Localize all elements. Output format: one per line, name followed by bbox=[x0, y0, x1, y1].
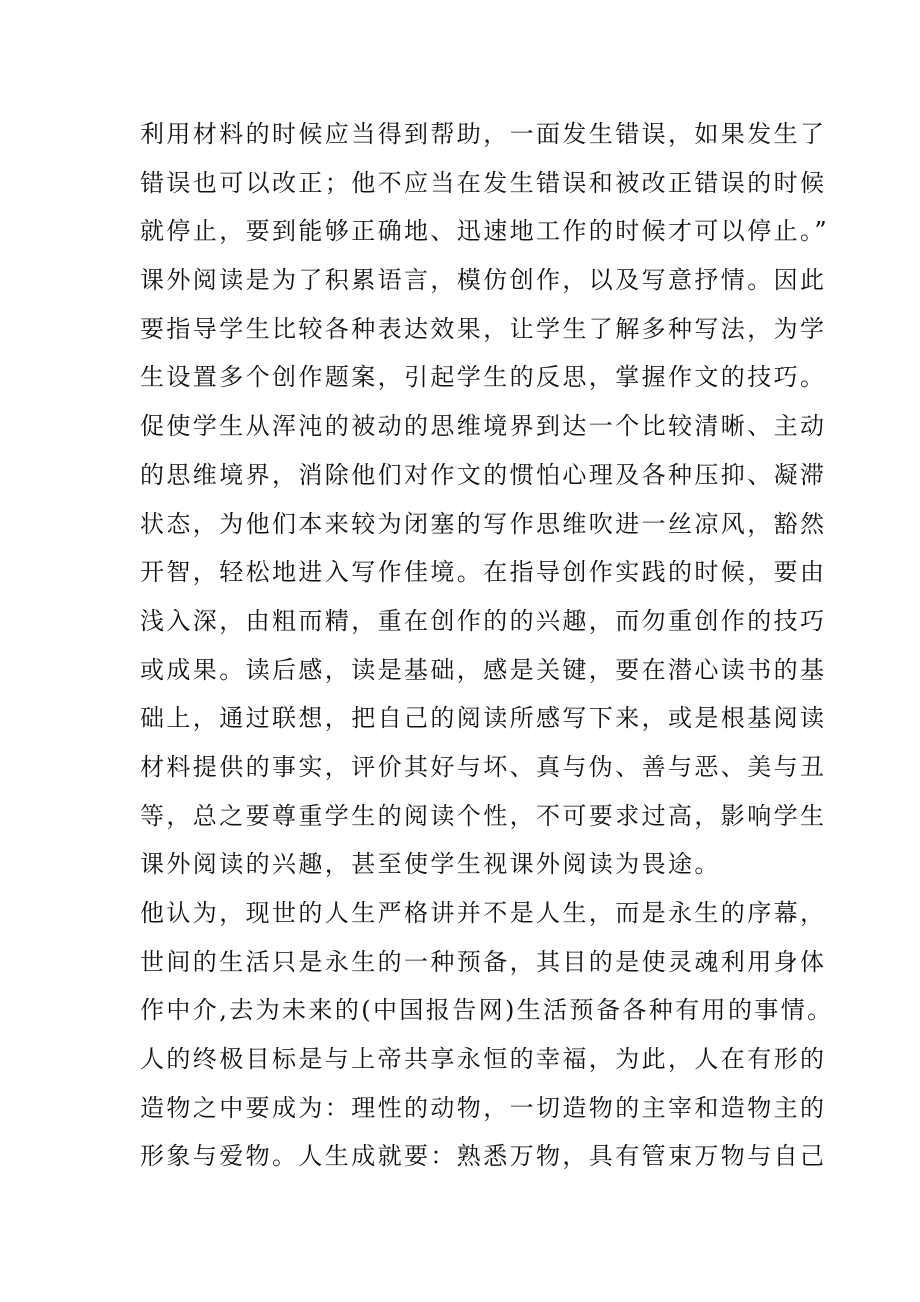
text-line: 状态，为他们本来较为闭塞的写作思维吹进一丝凉风，豁然 bbox=[140, 509, 827, 538]
text-line: 开智，轻松地进入写作佳境。在指导创作实践的时候，要由 bbox=[140, 558, 827, 587]
text-line: 课外阅读是为了积累语言，模仿创作，以及写意抒情。因此 bbox=[140, 266, 827, 295]
text-line: 的思维境界，消除他们对作文的惯怕心理及各种压抑、凝滞 bbox=[140, 460, 827, 489]
text-line: 生设置多个创作题案，引起学生的反思，掌握作文的技巧。 bbox=[140, 363, 827, 392]
text-line: 形象与爱物。人生成就要：熟悉万物，具有管束万物与自己 bbox=[140, 1142, 827, 1171]
text-line: 他认为，现世的人生严格讲并不是人生，而是永生的序幕， bbox=[140, 899, 827, 927]
text-line: 浅入深，由粗而精，重在创作的的兴趣，而勿重创作的技巧 bbox=[140, 606, 827, 635]
text-line: 造物之中要成为：理性的动物，一切造物的主宰和造物主的 bbox=[140, 1093, 827, 1122]
text-line: 利用材料的时候应当得到帮助，一面发生错误，如果发生了 bbox=[140, 120, 827, 148]
text-line: 作中介,去为未来的(中国报告网)生活预备各种有用的事情。 bbox=[140, 996, 834, 1025]
text-line: 课外阅读的兴趣，甚至使学生视课外阅读为畏途。 bbox=[140, 850, 721, 879]
body-text bbox=[140, 110, 834, 1181]
text-line: 等，总之要尊重学生的阅读个性，不可要求过高，影响学生 bbox=[140, 801, 827, 830]
text-line: 错误也可以改正；他不应当在发生错误和被改正错误的时候 bbox=[140, 168, 827, 197]
text-line: 促使学生从浑沌的被动的思维境界到达一个比较清晰、主动 bbox=[140, 412, 827, 441]
text-line: 人的终极目标是与上帝共享永恒的幸福，为此，人在有形的 bbox=[140, 1045, 827, 1074]
text-line: 材料提供的事实，评价其好与坏、真与伪、善与恶、美与丑 bbox=[140, 752, 827, 781]
text-line: 础上，通过联想，把自己的阅读所感写下来，或是根基阅读 bbox=[140, 704, 827, 733]
text-line: 世间的生活只是永生的一种预备，其目的是使灵魂利用身体 bbox=[140, 947, 827, 976]
text-line: 或成果。读后感，读是基础，感是关键，要在潜心读书的基 bbox=[140, 655, 827, 684]
text-line: 就停止，要到能够正确地、迅速地工作的时候才可以停止。” bbox=[140, 217, 830, 246]
text-line: 要指导学生比较各种表达效果，让学生了解多种写法，为学 bbox=[140, 314, 827, 343]
